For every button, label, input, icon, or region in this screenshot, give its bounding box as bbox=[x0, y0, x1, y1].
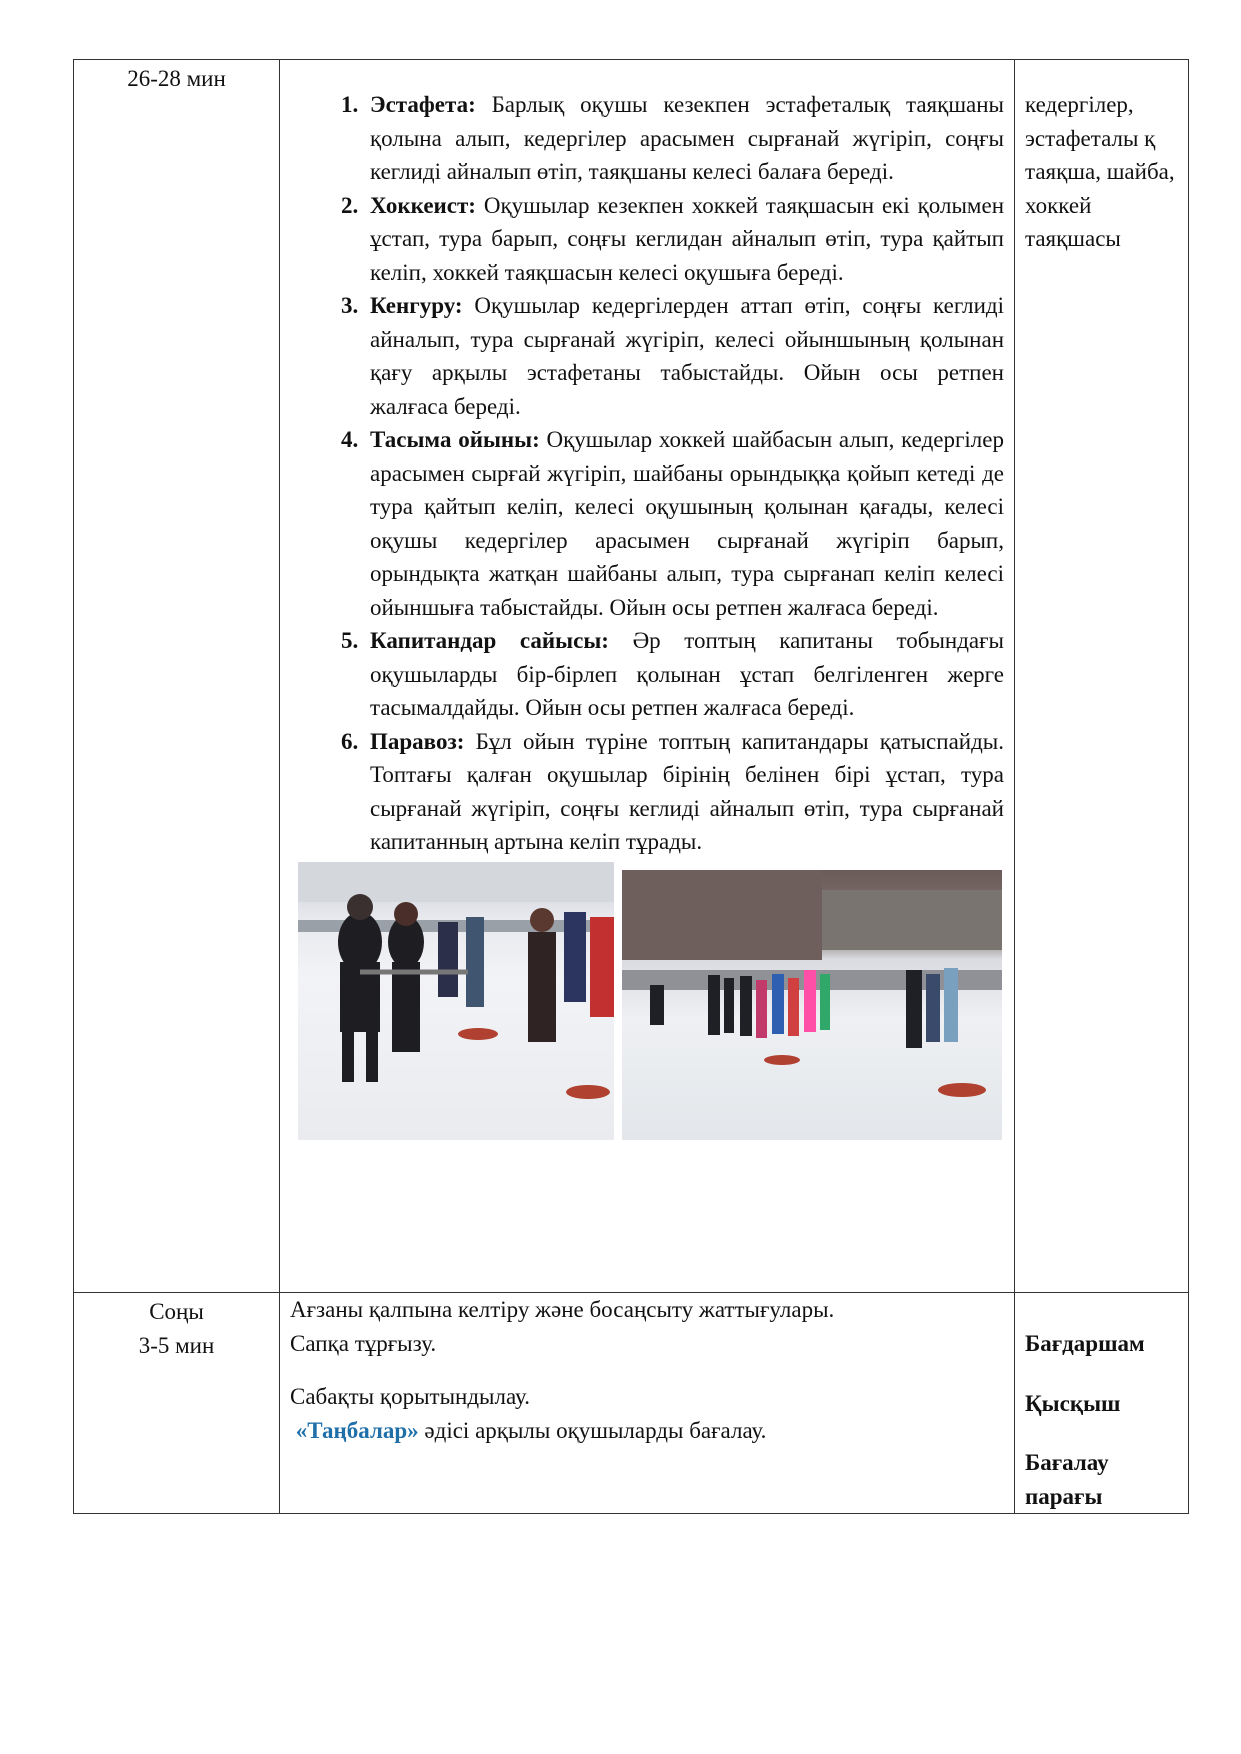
activity-title: Кенгуру: bbox=[370, 293, 463, 318]
end-line-3: Сабақты қорытындылау. bbox=[290, 1384, 530, 1409]
hockey-stick-photo bbox=[298, 862, 614, 1140]
activity-item bbox=[364, 289, 1004, 423]
resource-traffic-light: Бағдаршам bbox=[1025, 1331, 1145, 1356]
activity-description: Оқушылар кезекпен хоккей таяқшасын екі қолымен ұстап, тура барып, соңғы кеглидан айналып өтіп, тура қайтып келіп, хоккей таяқшасын келесі оқушыға береді. bbox=[370, 192, 1004, 285]
activity-item bbox=[364, 88, 1004, 189]
time-cell bbox=[74, 60, 280, 1293]
relay-game-photo bbox=[622, 870, 1002, 1140]
end-line-4 bbox=[290, 1414, 1004, 1448]
activity-title: Паравоз: bbox=[370, 728, 465, 754]
activity-item bbox=[364, 423, 1004, 624]
activity-title: Капитандар сайысы: bbox=[370, 628, 609, 653]
activity-item bbox=[364, 725, 1004, 859]
activity-description: Оқушылар кедергілерден аттап өтіп, соңғы кеглиді айналып, тура сырғанай жүгіріп, келесі ойыншының қолынан қағу арқылы эстафетаны табыстайды. Ойын осы ретпен жалғаса береді. bbox=[370, 293, 1004, 419]
time-text: 26-28 мин bbox=[127, 66, 226, 91]
end-line-2: Сапқа тұрғызу. bbox=[290, 1330, 437, 1356]
table-row bbox=[74, 60, 1189, 1293]
activity-description: Барлық оқушы кезекпен эстафеталық таяқшаны қолына алып, кедергілер арасымен сырғанай жүгіріп, соңғы кеглиді айналып өтіп, таяқшаны келесі балаға береді. bbox=[370, 92, 1004, 184]
resources-cell bbox=[1015, 60, 1189, 1293]
resource-clip: Қысқыш bbox=[1025, 1390, 1121, 1416]
method-description: әдісі арқылы оқушыларды бағалау. bbox=[418, 1417, 767, 1443]
activities-list bbox=[296, 88, 1004, 859]
end-stage-duration: 3-5 мин bbox=[138, 1332, 215, 1358]
end-resources-cell bbox=[1015, 1293, 1189, 1514]
end-stage-label: Соңы bbox=[149, 1299, 204, 1324]
activity-title: Тасыма ойыны: bbox=[370, 427, 540, 452]
resources-text: кедергілер, эстафеталы қ таяқша, шайба, хоккей таяқшасы bbox=[1025, 92, 1175, 251]
activity-item bbox=[364, 624, 1004, 725]
resource-assessment-sheet: Бағалау парағы bbox=[1025, 1450, 1109, 1509]
end-line-1: Ағзаны қалпына келтіру және босаңсыту жаттығулары. bbox=[290, 1297, 835, 1322]
activity-description: Бұл ойын түріне топтың капитандары қатыспайды. Топтағы қалған оқушылар бірінің белінен бірі ұстап, тура сырғанай жүгіріп, соңғы кеглиді айналып өтіп, тура сырғанай капитанның артына келіп тұрады. bbox=[370, 728, 1004, 854]
end-activities-cell bbox=[280, 1293, 1015, 1514]
activity-description: Оқушылар хоккей шайбасын алып, кедергілер арасымен сырғай жүгіріп, шайбаны орындыққа қойып кетеді де тура қайтып келіп, келесі оқушының қолынан қағады, келесі оқушы кедергілер арасымен сырғанай жүгіріп барып, орындықта жатқан шайбаны алып, тура сырғанап келіп келесі ойыншыға табыстайды. Ойын осы ретпен жалғаса береді. bbox=[370, 427, 1004, 620]
method-name: «Таңбалар» bbox=[295, 1417, 419, 1443]
table-row bbox=[74, 1293, 1189, 1514]
lesson-plan-table bbox=[73, 59, 1189, 1514]
activities-cell bbox=[280, 60, 1015, 1293]
activity-description: Әр топтың капитаны тобындағы оқушыларды бір-бірлеп қолынан ұстап белгіленген жерге тасымалдайды. Ойын осы ретпен жалғаса береді. bbox=[370, 628, 1005, 720]
activity-title: Эстафета: bbox=[370, 92, 476, 117]
activity-item bbox=[364, 189, 1004, 290]
photo-gallery bbox=[296, 862, 1004, 1140]
end-time-cell bbox=[74, 1293, 280, 1514]
activity-title: Хоккеист: bbox=[370, 192, 476, 218]
